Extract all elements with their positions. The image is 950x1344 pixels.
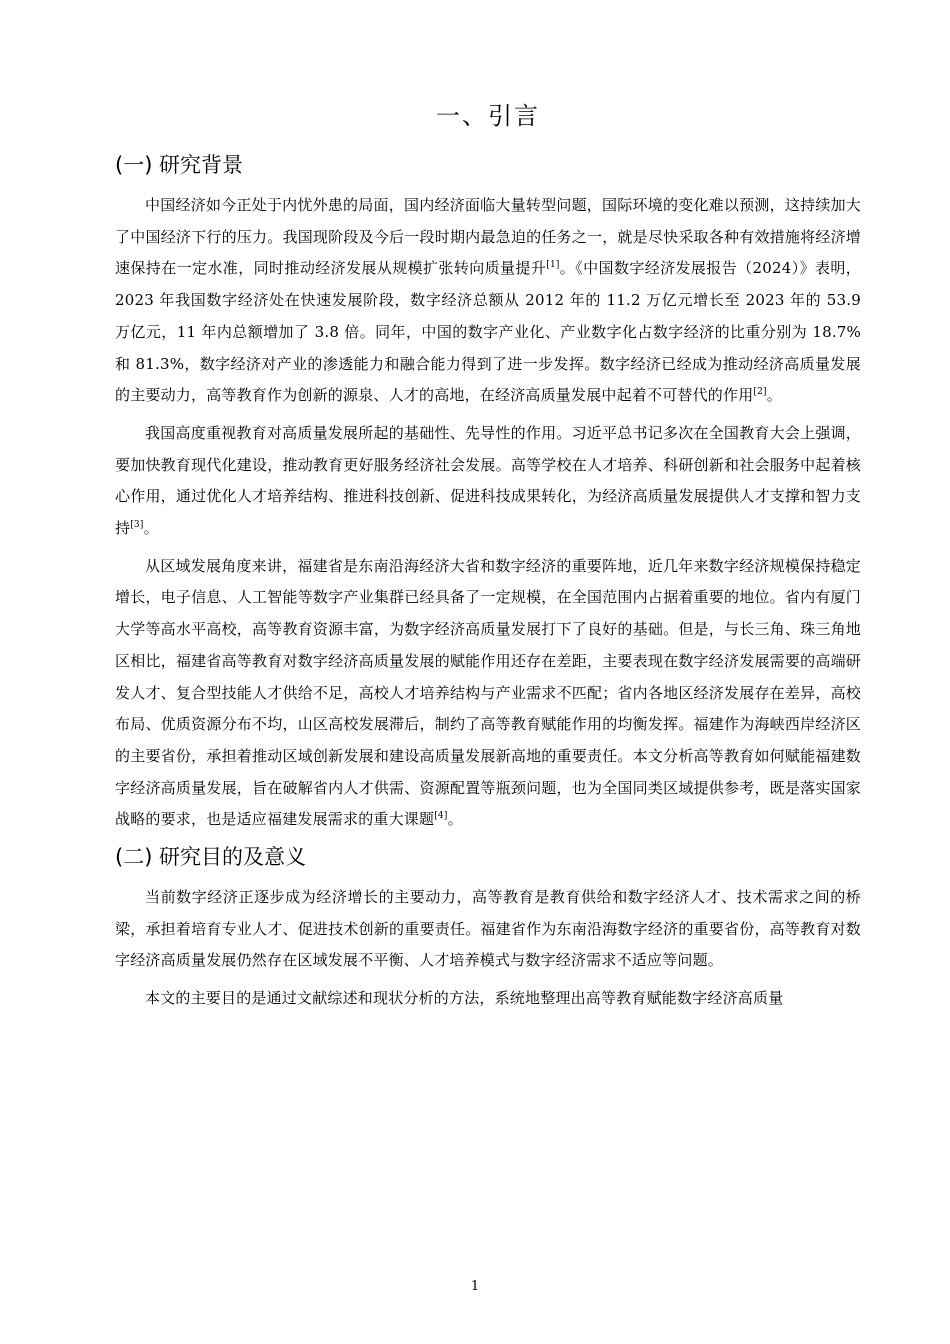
body-paragraph [115, 190, 861, 412]
body-paragraph [115, 882, 861, 977]
paragraph-text: 当前数字经济正逐步成为经济增长的主要动力，高等教育是教育供给和数字经济人才、技术需求之间的桥梁，承担着培育专业人才、促进技术创新的重要责任。福建省作为东南沿海数字经济的重要省份，高等教育对数字经济高质量发展仍然存在区域发展不平衡、人才培养模式与数字经济需求不适应等问题。 [115, 888, 861, 970]
page-number: 1 [470, 1279, 480, 1294]
paragraph-text: 。 [143, 519, 159, 538]
paragraph-text: 中国经济如今正处于内忧外患的局面，国内经济面临大量转型问题，国际环境的变化难以预测，这持续加大了中国经济下行的压力。我国现阶段及今后一段时期内最急迫的任务之一，就是尽快采取各种有效措施将经济增速保持在一定水准，同时推动经济发展从规模扩张转向质量提升 [115, 196, 861, 278]
citation-marker: [1] [546, 260, 560, 271]
citation-marker: [2] [753, 387, 767, 398]
citation-marker: [3] [130, 520, 144, 531]
chapter-title: 一、引言 [436, 102, 540, 130]
citation-marker: [4] [434, 811, 448, 822]
paragraph-text: 本文的主要目的是通过文献综述和现状分析的方法，系统地整理出高等教育赋能数字经济高质量 [145, 989, 784, 1008]
body-paragraph [115, 551, 861, 836]
section-title: (一) 研究背景 [115, 153, 244, 177]
body-paragraph [115, 418, 861, 545]
sections-container [115, 150, 861, 1015]
paragraph-text: 。 [766, 386, 782, 405]
paragraph-text: 。《中国数字经济发展报告（2024）》表明，2023 年我国数字经济处在快速发展阶段，数字经济总额从 2012 年的 11.2 万亿元增长至 2023 年的 53.9 万亿元，11 年内总额增加了 3.8 倍。同年，中国的数字产业化、产业数字化占数字经济的比重分别为 18.7%和 81.3%，数字经济对产业的渗透能力和融合能力得到了进一步发挥。数字经济已经成为推动经济高质量发展的主要动力，高等教育作为创新的源泉、人才的高地，在经济高质量发展中起着不可替代的作用 [115, 259, 862, 405]
paragraph-text: 从区域发展角度来讲，福建省是东南沿海经济大省和数字经济的重要阵地，近几年来数字经济规模保持稳定增长，电子信息、人工智能等数字产业集群已经具备了一定规模，在全国范围内占据着重要的地位。省内有厦门大学等高水平高校，高等教育资源丰富，为数字经济高质量发展打下了良好的基础。但是，与长三角、珠三角地区相比，福建省高等教育对数字经济高质量发展的赋能作用还存在差距，主要表现在数字经济发展需要的高端研发人才、复合型技能人才供给不足，高校人才培养结构与产业需求不匹配；省内各地区经济发展存在差异，高校布局、优质资源分布不均，山区高校发展滞后，制约了高等教育赋能作用的均衡发挥。福建作为海峡西岸经济区的主要省份，承担着推动区域创新发展和建设高质量发展新高地的重要责任。本文分析高等教育如何赋能福建数字经济高质量发展，旨在破解省内人才供需、资源配置等瓶颈问题，也为全国同类区域提供参考，既是落实国家战略的要求，也是适应福建发展需求的重大课题 [115, 556, 861, 829]
body-paragraph [115, 983, 861, 1015]
page-content [115, 96, 861, 1021]
section-title: (二) 研究目的及意义 [115, 845, 307, 870]
paragraph-text: 。 [447, 810, 463, 829]
paragraph-text: 我国高度重视教育对高质量发展所起的基础性、先导性的作用。习近平总书记多次在全国教育大会上强调，要加快教育现代化建设，推动教育更好服务经济社会发展。高等学校在人才培养、科研创新和社会服务中起着核心作用，通过优化人才培养结构、推进科技创新、促进科技成果转化，为经济高质量发展提供人才支撑和智力支持 [115, 423, 861, 538]
